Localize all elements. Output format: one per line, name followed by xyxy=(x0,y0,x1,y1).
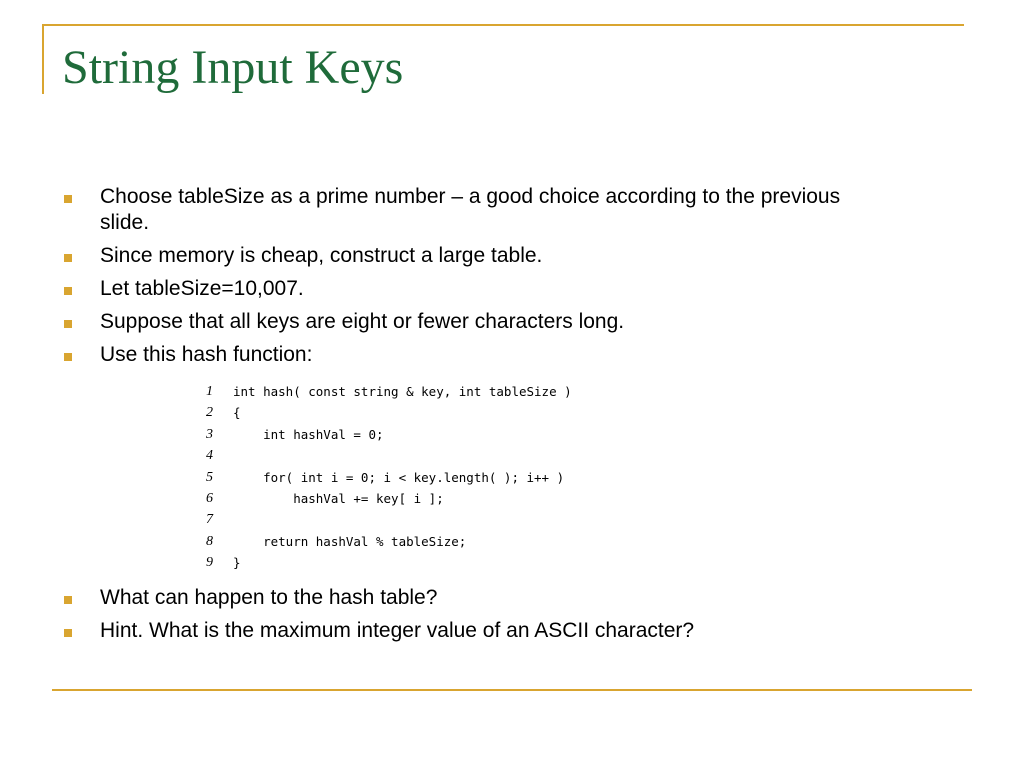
code-line xyxy=(200,445,572,466)
line-number: 9 xyxy=(206,555,213,571)
line-number: 8 xyxy=(206,533,213,549)
bullet-item xyxy=(62,618,882,644)
code-text: { xyxy=(233,405,241,421)
code-text: int hashVal = 0; xyxy=(233,426,384,442)
bullet-text: Since memory is cheap, construct a large table. xyxy=(100,244,543,267)
bullet-text: Hint. What is the maximum integer value of an ASCII character? xyxy=(100,619,695,642)
line-number: 1 xyxy=(206,384,213,399)
square-bullet-icon xyxy=(64,287,72,295)
code-line xyxy=(200,402,572,423)
bullet-item xyxy=(62,585,882,611)
code-line xyxy=(200,488,572,509)
bullet-list-top xyxy=(62,184,882,375)
slide-frame-bottom-rule xyxy=(52,689,972,691)
bullet-item xyxy=(62,276,882,302)
code-line xyxy=(200,467,572,488)
bullet-text: Use this hash function: xyxy=(100,343,313,366)
code-listing xyxy=(200,381,572,574)
square-bullet-icon xyxy=(64,596,72,604)
line-number: 3 xyxy=(206,426,213,442)
bullet-list-bottom xyxy=(62,585,882,651)
bullet-text: Suppose that all keys are eight or fewer characters long. xyxy=(100,310,625,333)
code-text: for( int i = 0; i < key.length( ); i++ ) xyxy=(233,469,565,485)
square-bullet-icon xyxy=(64,195,72,203)
code-text: int hash( const string & key, int tableSize ) xyxy=(233,384,572,399)
line-number: 2 xyxy=(206,405,213,421)
code-text: } xyxy=(233,555,241,571)
code-line xyxy=(200,509,572,530)
code-text: hashVal += key[ i ]; xyxy=(233,490,444,506)
line-number: 4 xyxy=(206,448,213,464)
code-line xyxy=(200,531,572,552)
code-text: return hashVal % tableSize; xyxy=(233,533,467,549)
bullet-item xyxy=(62,342,882,368)
line-number: 7 xyxy=(206,512,213,528)
square-bullet-icon xyxy=(64,320,72,328)
square-bullet-icon xyxy=(64,629,72,637)
square-bullet-icon xyxy=(64,353,72,361)
bullet-text: Let tableSize=10,007. xyxy=(100,277,304,300)
bullet-text: Choose tableSize as a prime number – a good choice according to the previous slide. xyxy=(100,185,841,234)
slide-frame-left-rule xyxy=(42,24,44,94)
line-number: 6 xyxy=(206,490,213,506)
slide-frame-top-rule xyxy=(42,24,964,26)
bullet-item xyxy=(62,184,882,236)
bullet-item xyxy=(62,243,882,269)
line-number: 5 xyxy=(206,469,213,485)
bullet-text: What can happen to the hash table? xyxy=(100,586,438,609)
slide-title: String Input Keys xyxy=(62,41,404,94)
code-line xyxy=(200,381,572,402)
code-line xyxy=(200,424,572,445)
square-bullet-icon xyxy=(64,254,72,262)
bullet-item xyxy=(62,309,882,335)
code-line xyxy=(200,552,572,573)
